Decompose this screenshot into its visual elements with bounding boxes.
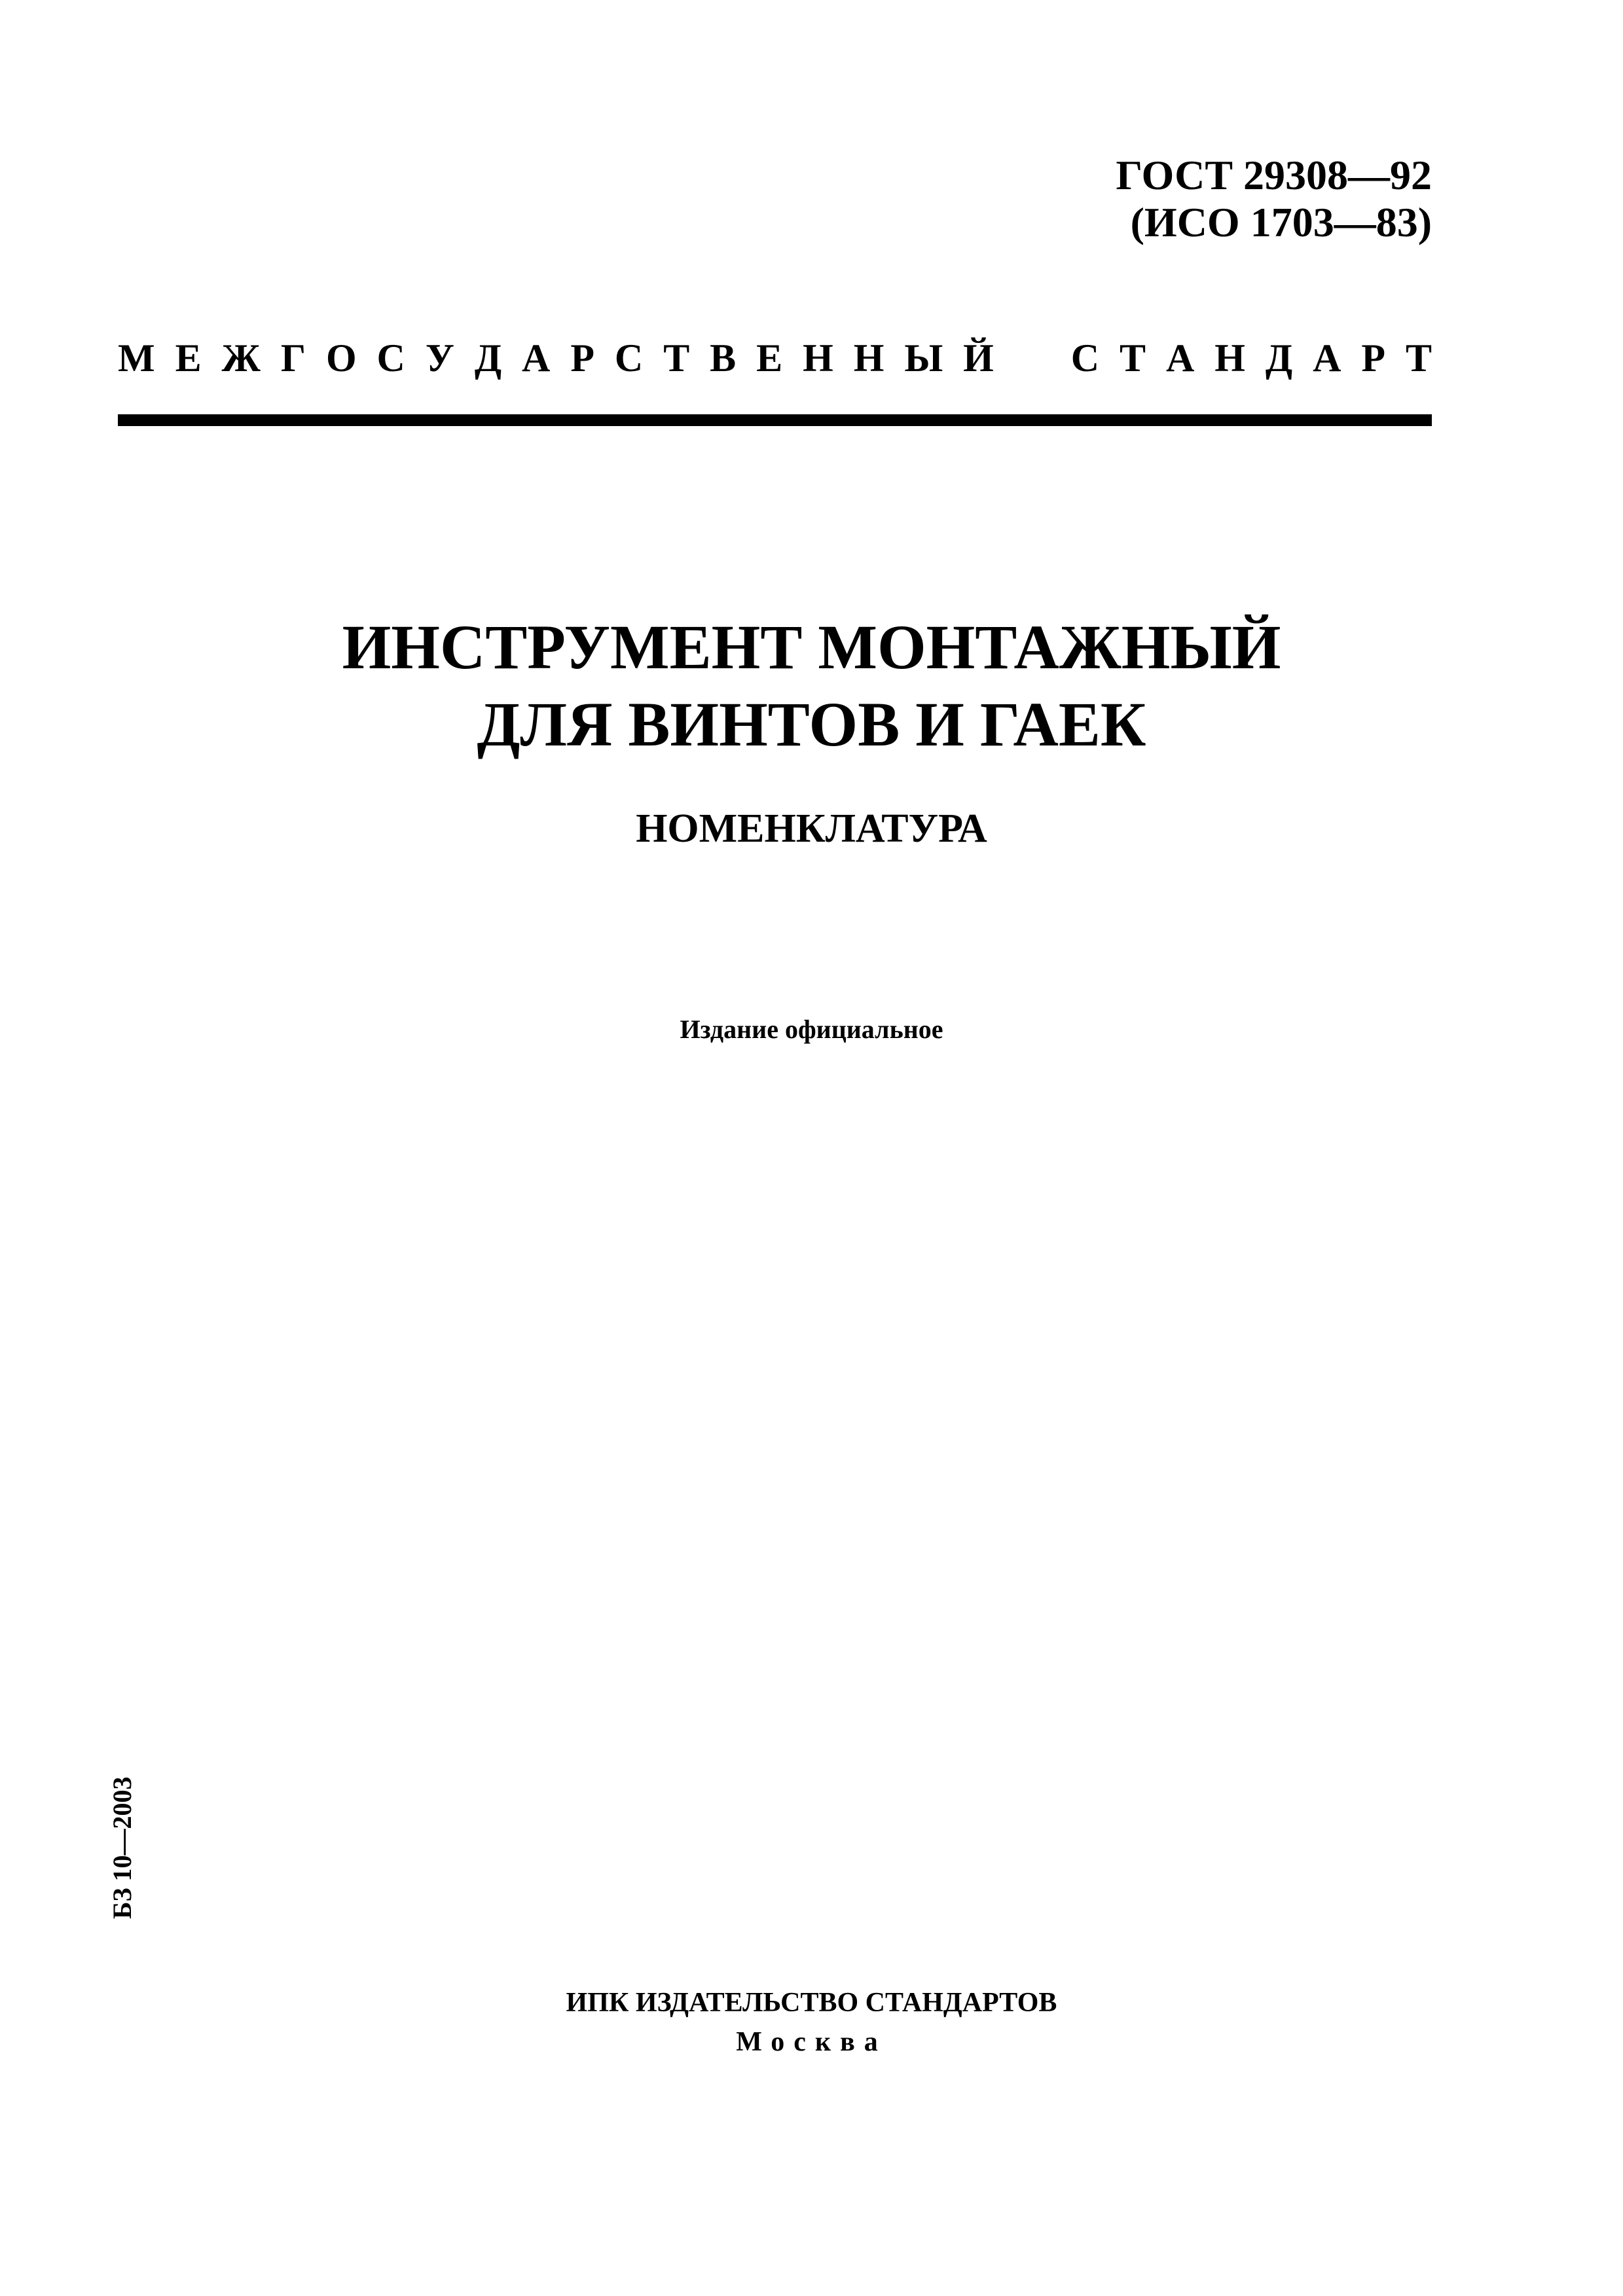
category-letter: Ы (904, 336, 943, 380)
category-letter: Р (570, 336, 594, 380)
category-letter: Н (803, 336, 833, 380)
category-letter: В (710, 336, 737, 380)
standard-designation (1116, 152, 1432, 246)
category-letter: Т (1405, 336, 1432, 380)
category-letter: М (118, 336, 155, 380)
title-line: ИНСТРУМЕНТ МОНТАЖНЫЙ (342, 612, 1281, 682)
document-title (0, 609, 1623, 763)
publisher-city: Москва (736, 2027, 887, 2057)
category-letter: Д (1265, 336, 1293, 380)
category-letter: Т (663, 336, 690, 380)
category-letter: А (1313, 336, 1341, 380)
category-letter: Н (853, 336, 884, 380)
iso-reference: (ИСО 1703—83) (1130, 199, 1432, 245)
edition-note: Издание официальное (680, 1014, 943, 1044)
word-gap (1014, 335, 1051, 381)
category-letter: Р (1361, 336, 1386, 380)
category-letter: С (1070, 336, 1100, 380)
side-code: БЗ 10—2003 (107, 1776, 137, 1919)
standard-number: ГОСТ 29308—92 (1116, 152, 1432, 198)
category-letter: С (376, 336, 405, 380)
category-letter: Г (280, 336, 306, 380)
title-line: ДЛЯ ВИНТОВ И ГАЕК (477, 689, 1146, 759)
category-letter: У (425, 336, 454, 380)
publisher-block (0, 1983, 1623, 2062)
document-subtitle: НОМЕНКЛАТУРА (636, 806, 987, 851)
category-letter: Е (756, 336, 783, 380)
heading-divider (118, 414, 1432, 426)
standard-category-heading (118, 335, 1432, 381)
publisher-name: ИПК ИЗДАТЕЛЬСТВО СТАНДАРТОВ (566, 1988, 1057, 2018)
category-letter: Ж (221, 336, 261, 380)
category-letter: О (325, 336, 357, 380)
category-letter: Н (1214, 336, 1245, 380)
category-letter: Й (963, 336, 994, 380)
category-letter: Т (1120, 336, 1146, 380)
category-letter: Д (474, 336, 502, 380)
category-letter: А (1165, 336, 1195, 380)
category-letter: Е (175, 336, 202, 380)
category-letter: А (522, 336, 551, 380)
category-letter: С (614, 336, 644, 380)
